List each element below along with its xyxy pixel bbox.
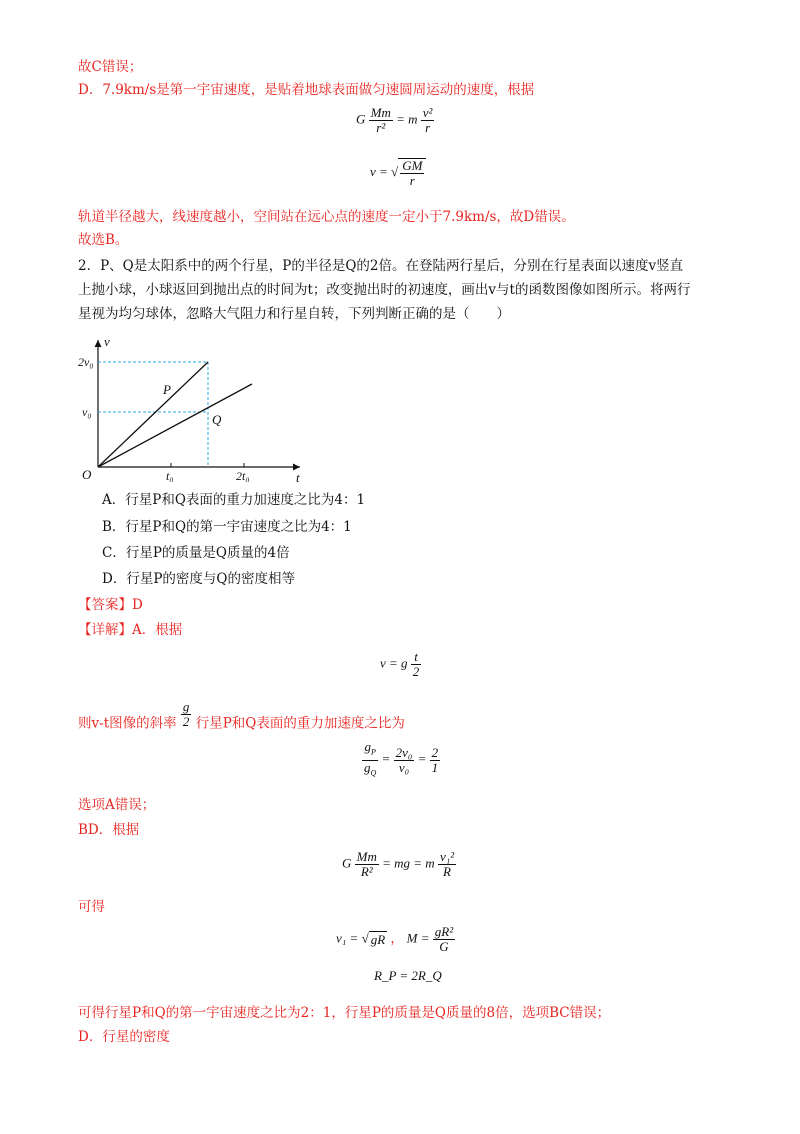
label-v0: v₀ bbox=[82, 405, 92, 419]
slope-fraction: $\frac{g}{2}$ bbox=[182, 699, 190, 729]
equation-gravity-ratio: $\frac{g_P}{g_Q}$ = $\frac{\text{2v₀}}{\text{v₀}}$ = $\frac{2}{1}$ bbox=[364, 739, 439, 778]
option-c: C．行星P的质量是Q质量的4倍 bbox=[102, 545, 290, 561]
label-2t0: 2t₀ bbox=[236, 469, 250, 482]
question-2-line-3: 星视为均匀球体，忽略大气阻力和行星自转，下列判断正确的是（ ） bbox=[78, 306, 510, 322]
label-t0: t₀ bbox=[166, 469, 174, 482]
question-2-line-2: 上抛小球，小球返回到抛出点的时间为t；改变抛出时的初速度，画出v与t的函数图像如图所示。将两行 bbox=[78, 282, 691, 298]
detail-a-intro: 【详解】A．根据 bbox=[78, 622, 183, 638]
text-c-wrong: 故C错误； bbox=[78, 59, 143, 75]
label-line-p: P bbox=[163, 382, 171, 397]
text-bd-intro: BD．根据 bbox=[78, 822, 140, 838]
question-2-line-1: 2．P、Q是太阳系中的两个行星，P的半径是Q的2倍。在登陆两行星后，分别在行星表面以速度v竖直 bbox=[78, 258, 684, 274]
label-v-axis: v bbox=[104, 334, 110, 349]
equation-gravity-centripetal: G $\frac{Mm}{\text{r²}}$ = m $\frac{\text{v²}}{r}$ bbox=[356, 105, 433, 135]
text-choose-b: 故选B。 bbox=[78, 232, 129, 248]
text-d-first-cosmic: D．7.9km/s是第一宇宙速度，是贴着地球表面做匀速圆周运动的速度，根据 bbox=[78, 82, 535, 98]
equation-v1-M: v₁ = √ gR ， M = $\frac{\text{gR²}}{G}$ bbox=[336, 924, 454, 954]
text-density: D．行星的密度 bbox=[78, 1029, 170, 1045]
text-a-wrong: 选项A错误； bbox=[78, 797, 156, 813]
answer: 【答案】D bbox=[78, 597, 143, 613]
label-origin: O bbox=[82, 467, 92, 482]
line-q bbox=[98, 384, 252, 467]
text-slope: 则v-t图像的斜率 $\frac{g}{2}$ 行星P和Q表面的重力加速度之比为 bbox=[78, 699, 405, 732]
text-orbit-radius: 轨道半径越大，线速度越小，空间站在远心点的速度一定小于7.9km/s，故D错误。 bbox=[78, 209, 575, 225]
option-b: B．行星P和Q的第一宇宙速度之比为4：1 bbox=[102, 519, 352, 535]
label-line-q: Q bbox=[212, 412, 222, 427]
equation-orbital-velocity: v = √ $\frac{GM}{r}$ bbox=[370, 158, 426, 188]
v-t-graph bbox=[78, 332, 318, 482]
option-d: D．行星P的密度与Q的密度相等 bbox=[102, 571, 295, 587]
label-2v0: 2v₀ bbox=[78, 355, 94, 369]
line-p bbox=[98, 362, 208, 467]
text-conclusion: 可得行星P和Q的第一宇宙速度之比为2：1，行星P的质量是Q质量的8倍，选项BC错误； bbox=[78, 1005, 611, 1021]
text-kede: 可得 bbox=[78, 899, 105, 915]
equation-radius: R_P = 2R_Q bbox=[374, 968, 442, 983]
equation-mg: G $\frac{Mm}{\text{R²}}$ = mg = m $\frac{\text{v₁²}}{R}$ bbox=[342, 849, 455, 879]
label-t-axis: t bbox=[296, 470, 300, 482]
option-a: A．行星P和Q表面的重力加速度之比为4：1 bbox=[102, 492, 366, 508]
equation-v-gt: v = g $\frac{t}{2}$ bbox=[380, 649, 420, 679]
